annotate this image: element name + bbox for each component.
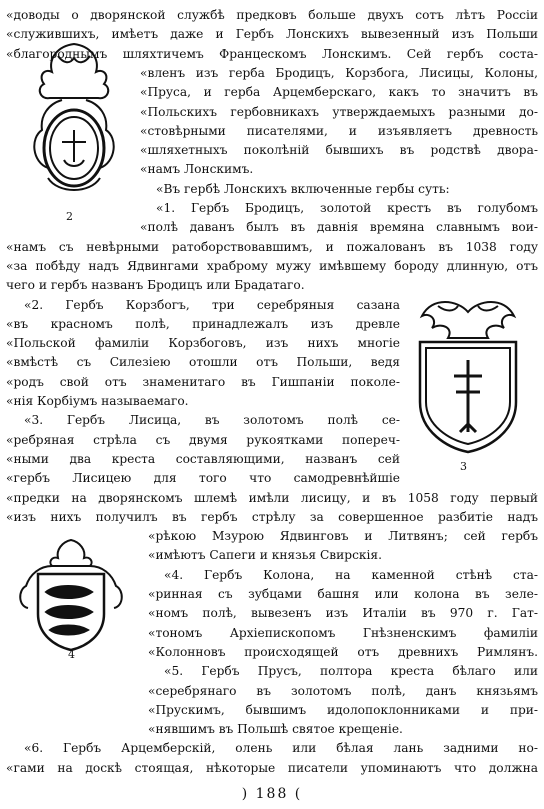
text-line: «за побѣду надъ Ядвингами храброму мужу имѣвшему бороду длинную, отъ — [6, 258, 538, 273]
text-line: «1. Гербъ Бродицъ, золотой крестъ въ голубомъ — [156, 201, 538, 215]
text-line: «рѣкою Мзурою Ядвинговъ и Литвянъ; сей гербъ — [148, 529, 538, 544]
text-line: «Польскихъ гербовникахъ утверждаемыхъ разными до- — [140, 104, 538, 119]
text-line: «вмѣстѣ съ Силезіею отошли отъ Польши, ведя — [6, 355, 400, 370]
text-line: «3. Гербъ Лисица, въ золотомъ полѣ се- — [24, 413, 400, 428]
text-line: «4. Гербъ Колона, на каменной стѣнѣ ста- — [164, 567, 538, 582]
text-line: «намъ Лонскимъ. — [140, 162, 254, 177]
text-line: «служившихъ, имѣетъ даже и Гербъ Лонскихъ вывезенный изъ Польши — [6, 27, 538, 42]
text-line: «ринная съ зубцами башня или колона въ зеле- — [148, 587, 538, 601]
text-line: «тономъ Архіепископомъ Гнѣзненскимъ фамиліи — [148, 625, 538, 640]
text-line: «имѣютъ Сапеги и князья Свирскія. — [148, 548, 382, 563]
text-line: «намъ съ невѣрными ратоборствовавшимъ, и пожалованъ въ 1038 году — [6, 239, 538, 254]
text-line: «6. Гербъ Арцемберскій, олень или бѣлая лань задними но- — [24, 741, 538, 756]
text-line: «стовѣрными писателями, и изъявляетъ древность — [140, 123, 538, 138]
caption-figure-2: 2 — [66, 210, 73, 223]
caption-figure-3: 3 — [460, 460, 467, 473]
text-line: «2. Гербъ Корзбогъ, три серебряныя сазана — [24, 297, 400, 312]
coat-of-arms-4-korzbok-image — [12, 536, 130, 654]
text-line: «благороднымъ шляхтичемъ Францескомъ Лонскимъ. Сей гербъ соста- — [6, 46, 538, 61]
text-line: «Колонновъ происходящей отъ древнихъ Римлянъ. — [148, 644, 538, 659]
text-line: «родъ свой отъ знаменитаго въ Гишпаніи поколе- — [6, 374, 400, 389]
text-line: «изъ нихъ получилъ въ гербъ стрѣлу за совершенное разбитіе надъ — [6, 509, 538, 524]
text-line: «Въ гербѣ Лонскихъ включенные гербы суть: — [156, 181, 450, 196]
text-line: «вленъ изъ герба Бродицъ, Корзбога, Лисицы, Колоны, — [140, 65, 538, 80]
text-line: «серебрянаго въ золотомъ полѣ, данъ князьямъ — [148, 683, 538, 698]
text-line: «5. Гербъ Прусъ, полтора креста бѣлаго или — [164, 664, 538, 679]
text-line: «гами на доскѣ стоящая, нѣкоторые писатели упоминаютъ что должна — [6, 760, 538, 775]
text-line: «шляхетныхъ поколѣній бывшихъ въ родствѣ двора- — [140, 143, 538, 158]
coat-of-arms-3-lis-image — [408, 292, 528, 457]
text-line: «нявшимъ въ Польшѣ святое крещеніе. — [148, 722, 403, 737]
text-line: «полѣ даванъ былъ въ давнія времяна славнымъ вои- — [140, 220, 538, 235]
text-line: чего и гербъ названъ Бродицъ или Брадатаго. — [6, 278, 305, 293]
caption-figure-4: 4 — [68, 648, 75, 661]
text-line: «гербъ Лисицею для того что самодревнѣйшіе — [6, 471, 400, 486]
text-line: «нія Корбіумъ называемаго. — [6, 394, 189, 408]
text-line: «предки на дворянскомъ шлемѣ имѣли лисицу, и въ 1058 году первый — [6, 490, 538, 505]
text-line: «Прускимъ, бывшимъ идолопоклонниками и при- — [148, 702, 538, 717]
text-line: «доводы о дворянской службѣ предковъ больше двухъ сотъ лѣтъ Россіи — [6, 8, 538, 22]
text-line: «Пруса, и герба Арцемберскаго, какъ то значитъ въ — [140, 85, 538, 100]
text-line: «Польской фамиліи Корзбоговъ, изъ нихъ многіе — [6, 336, 400, 351]
text-line: «ребряная стрѣла съ двумя рукоятками попереч- — [6, 432, 400, 447]
page-number: ) 188 ( — [241, 786, 303, 802]
text-line: «номъ полѣ, вывезенъ изъ Италіи въ 970 г. Гат- — [148, 606, 538, 621]
text-line: «ными два креста составляющими, названъ сей — [6, 451, 400, 466]
text-line: «въ красномъ полѣ, принадлежалъ изъ древле — [6, 316, 400, 331]
